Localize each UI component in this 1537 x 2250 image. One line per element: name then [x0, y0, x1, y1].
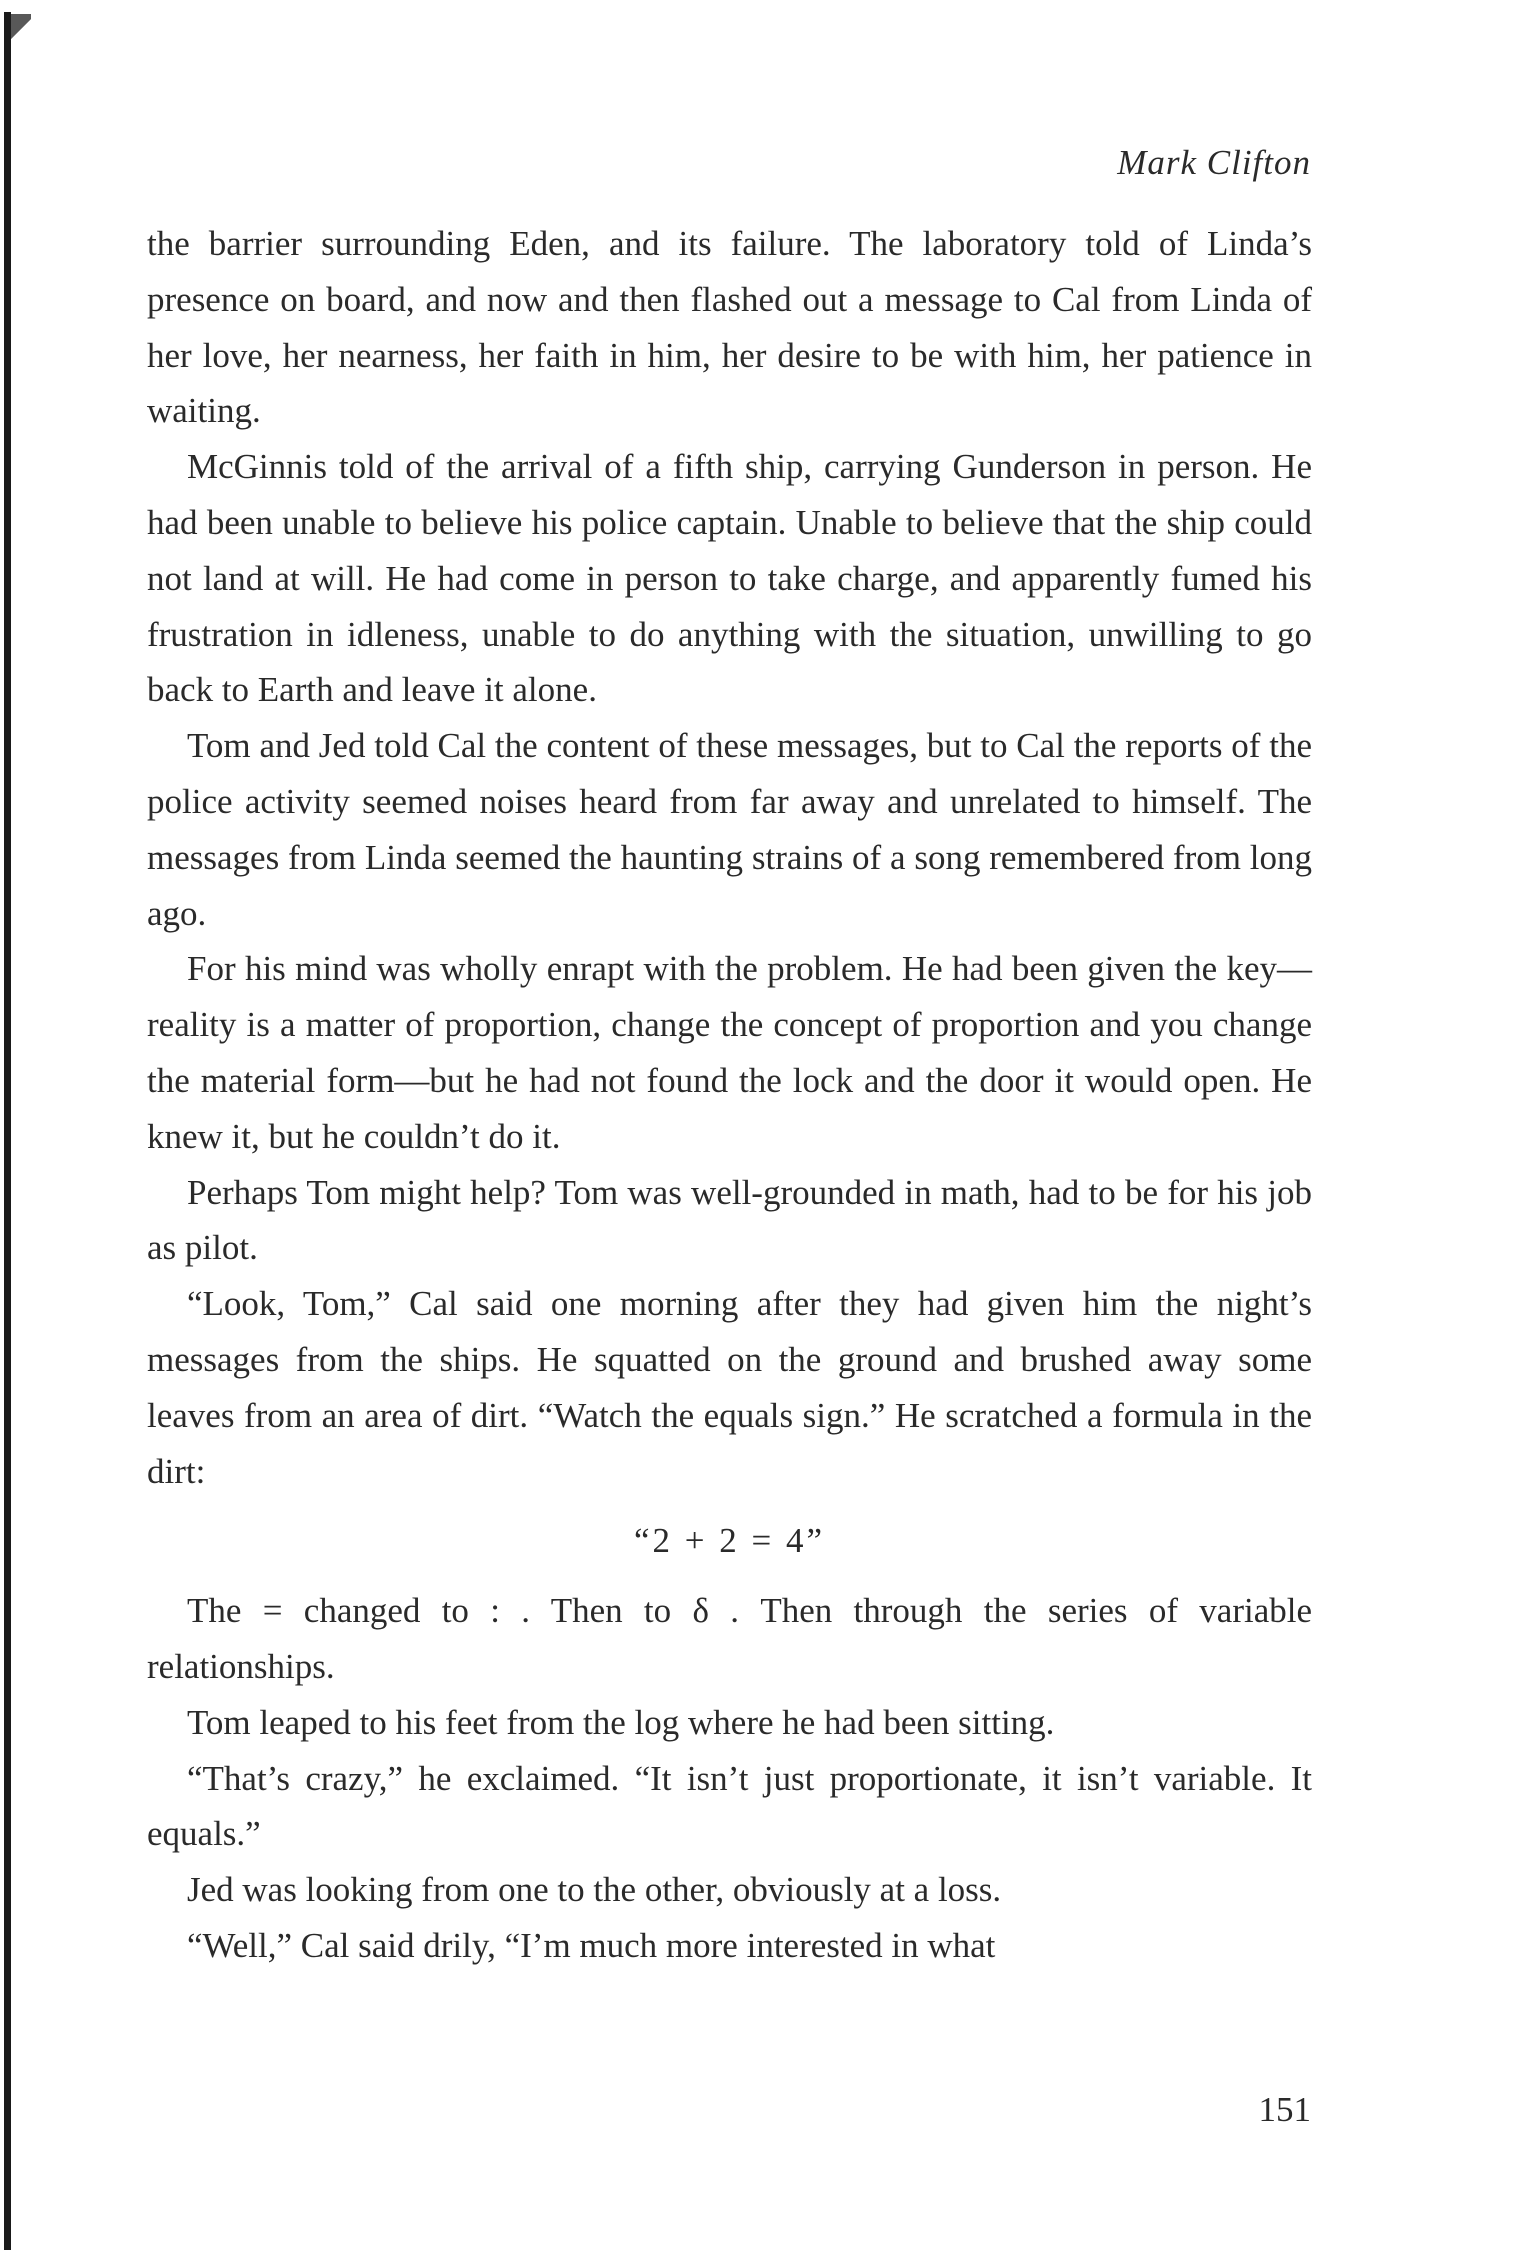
- paragraph-8: Tom leaped to his feet from the log where he had been sitting.: [187, 1702, 1055, 1742]
- page-binding-edge: [4, 12, 11, 2250]
- paragraph-4: For his mind was wholly enrapt with the problem. He had been given the key—reality is a matter of proportion, change the concept of proportion and you change the material form—but he had not found the lock and the door it would open. He knew it, but he couldn’t do it.: [147, 949, 1312, 1156]
- paragraph-3: Tom and Jed told Cal the content of these messages, but to Cal the reports of the police activity seemed noises heard from far away and unrelated to himself. The messages from Linda seemed the haunting strains of a song remembered from long ago.: [147, 726, 1312, 933]
- page-number: 151: [1258, 2090, 1311, 2129]
- paragraph-9: “That’s crazy,” he exclaimed. “It isn’t just proportionate, it isn’t variable. It equals.”: [147, 1758, 1312, 1854]
- running-head: Mark Clifton: [1117, 143, 1311, 182]
- paragraph-7: The = changed to : . Then to δ . Then through the series of variable relationships.: [147, 1591, 1312, 1686]
- paragraph-10: Jed was looking from one to the other, obviously at a loss.: [187, 1870, 1002, 1910]
- paragraph-1: the barrier surrounding Eden, and its failure. The laboratory told of Linda’s presence on board, and now and then flashed out a message to Cal from Linda of her love, her nearness, her faith in him, her desire to be with him, her patience in waiting.: [147, 224, 1312, 431]
- paragraph-2: McGinnis told of the arrival of a fifth ship, carrying Gunderson in person. He had been unable to believe his police captain. Unable to believe that the ship could not land at will. He had come in person to take charge, and apparently fumed his frustration in idleness, unable to do anything with the situation, unwilling to go back to Earth and leave it alone.: [147, 447, 1312, 710]
- body-text: [147, 216, 1312, 1974]
- paragraph-11: “Well,” Cal said drily, “I’m much more interested in what: [187, 1925, 996, 1965]
- paragraph-6: “Look, Tom,” Cal said one morning after they had given him the night’s messages from the ships. He squatted on the ground and brushed away some leaves from an area of dirt. “Watch the equals sign.” He scratched a formula in the dirt:: [147, 1284, 1312, 1491]
- formula: “2 + 2 = 4”: [633, 1521, 826, 1561]
- paragraph-5: Perhaps Tom might help? Tom was well-grounded in math, had to be for his job as pilot.: [147, 1172, 1312, 1268]
- binding-mark: [11, 14, 31, 56]
